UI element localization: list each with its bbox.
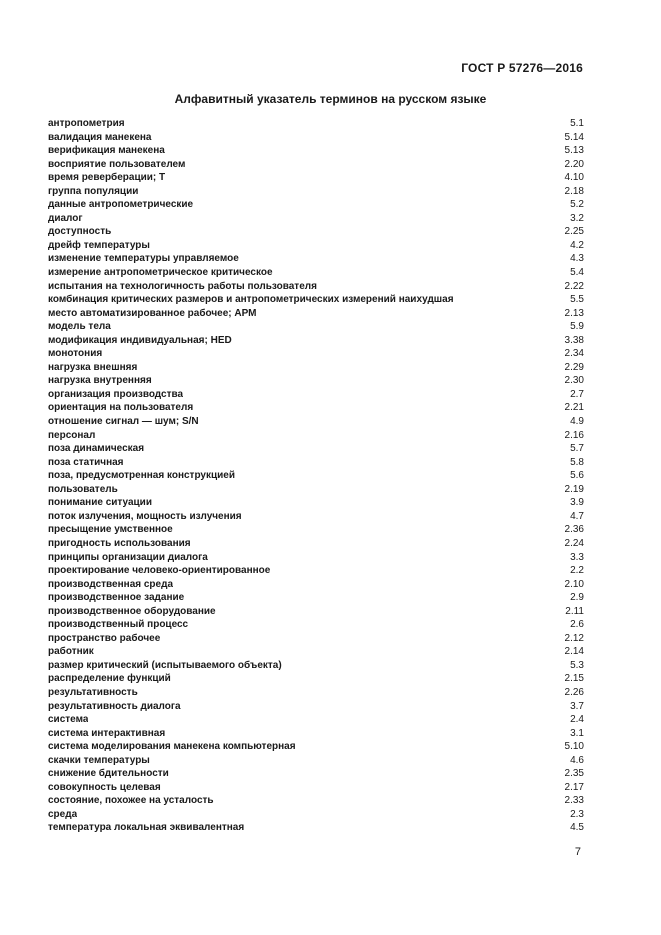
index-entry — [48, 117, 584, 131]
index-entry — [48, 523, 584, 537]
index-reference: 5.1 — [570, 118, 584, 129]
index-term: результативность — [48, 686, 138, 698]
index-term: дрейф температуры — [48, 239, 150, 251]
index-entry — [48, 320, 584, 334]
index-entry — [48, 686, 584, 700]
index-reference: 2.30 — [564, 375, 584, 387]
index-reference: 4.10 — [564, 172, 584, 184]
index-entry — [48, 442, 584, 456]
index-term: пресыщение умственное — [48, 524, 173, 536]
index-entry — [48, 198, 584, 212]
index-term: доступность — [48, 226, 112, 238]
index-entry — [48, 225, 584, 239]
index-entry — [48, 564, 584, 578]
index-term: комбинация критических размеров и антропометрических измерений наихудшая — [48, 294, 454, 306]
index-reference: 2.12 — [564, 632, 584, 644]
index-reference: 2.21 — [564, 402, 584, 414]
index-reference: 3.3 — [570, 551, 584, 563]
index-term: пользователь — [48, 483, 118, 495]
index-reference: 4.2 — [570, 239, 584, 251]
index-entry — [48, 401, 584, 415]
index-term: время реверберации; T — [48, 172, 166, 184]
index-reference: 2.33 — [564, 795, 584, 807]
index-entry — [48, 578, 584, 592]
index-entry — [48, 727, 584, 741]
index-term: производственный процесс — [48, 619, 189, 631]
index-entry — [48, 334, 584, 348]
index-reference: 4.6 — [570, 754, 584, 766]
index-term: диалог — [48, 212, 83, 224]
index-entry — [48, 144, 584, 158]
index-term: модификация индивидуальная; HED — [48, 334, 232, 346]
index-entry — [48, 672, 584, 686]
index-entry — [48, 280, 584, 294]
index-reference: 2.13 — [564, 307, 584, 319]
index-term: поза статичная — [48, 456, 124, 468]
index-entry — [48, 252, 584, 266]
index-term: место автоматизированное рабочее; АРМ — [48, 307, 257, 319]
index-reference: 5.10 — [564, 741, 584, 753]
index-reference: 2.34 — [564, 348, 584, 360]
index-entry — [48, 171, 584, 185]
index-entry — [48, 632, 584, 646]
index-entry — [48, 713, 584, 727]
index-entry — [48, 767, 584, 781]
index-reference: 3.7 — [570, 700, 584, 712]
index-entry — [48, 659, 584, 673]
index-term: поза, предусмотренная конструкцией — [48, 470, 236, 482]
index-term: совокупность целевая — [48, 781, 161, 793]
index-term: скачки температуры — [48, 754, 150, 766]
index-term: организация производства — [48, 388, 184, 400]
index-term: система моделирования манекена компьютерная — [48, 741, 296, 753]
index-reference: 2.17 — [564, 781, 584, 793]
index-term: система — [48, 714, 89, 726]
index-entry — [48, 605, 584, 619]
index-entry — [48, 551, 584, 565]
index-term: монотония — [48, 348, 103, 360]
index-term: производственное оборудование — [48, 605, 216, 617]
index-reference: 2.10 — [564, 578, 584, 590]
index-term: модель тела — [48, 321, 111, 333]
index-term: верификация манекена — [48, 145, 165, 157]
index-reference: 2.14 — [564, 646, 584, 658]
page-number: 7 — [574, 846, 581, 858]
index-reference: 4.5 — [570, 822, 584, 834]
index-reference: 3.38 — [564, 334, 584, 346]
index-reference: 5.6 — [570, 470, 584, 482]
index-entry — [48, 469, 584, 483]
index-reference: 2.36 — [564, 524, 584, 536]
index-reference: 2.35 — [564, 768, 584, 780]
index-term: поток излучения, мощность излучения — [48, 510, 242, 522]
index-entry — [48, 510, 584, 524]
index-entry — [48, 591, 584, 605]
index-term: отношение сигнал — шум; S/N — [48, 416, 199, 428]
index-term: понимание ситуации — [48, 497, 152, 509]
index-entry — [48, 754, 584, 768]
index-reference: 2.16 — [564, 429, 584, 441]
index-reference: 3.9 — [570, 497, 584, 509]
index-reference: 2.25 — [564, 226, 584, 238]
index-term: производственное задание — [48, 592, 185, 604]
index-entry — [48, 645, 584, 659]
index-reference: 2.20 — [564, 158, 584, 170]
index-reference: 2.4 — [570, 714, 584, 726]
index-reference: 5.2 — [570, 199, 584, 211]
index-entry — [48, 483, 584, 497]
index-reference: 4.3 — [570, 253, 584, 265]
index-reference: 2.19 — [564, 483, 584, 495]
index-term: система интерактивная — [48, 727, 166, 739]
index-reference: 3.2 — [570, 212, 584, 224]
index-entry — [48, 131, 584, 145]
index-entry — [48, 293, 584, 307]
index-entry — [48, 266, 584, 280]
index-reference: 2.29 — [564, 361, 584, 373]
index-term: проектирование человеко-ориентированное — [48, 565, 271, 577]
index-term: восприятие пользователем — [48, 158, 186, 170]
page-title: Алфавитный указатель терминов на русском языке — [174, 92, 487, 106]
index-term: поза динамическая — [48, 443, 145, 455]
index-entry — [48, 307, 584, 321]
index-term: работник — [48, 646, 94, 658]
index-reference: 2.6 — [570, 619, 584, 631]
index-term: принципы организации диалога — [48, 551, 208, 563]
index-reference: 2.15 — [564, 673, 584, 685]
index-entry — [48, 415, 584, 429]
index-entry — [48, 158, 584, 172]
index-entry — [48, 361, 584, 375]
index-term: размер критический (испытываемого объекта) — [48, 659, 282, 671]
index-reference: 5.13 — [564, 145, 584, 157]
index-reference: 2.7 — [570, 388, 584, 400]
index-term: нагрузка внешняя — [48, 361, 138, 373]
index-reference: 2.22 — [564, 280, 584, 292]
index-entry — [48, 781, 584, 795]
index-reference: 4.7 — [570, 510, 584, 522]
index-reference: 3.1 — [570, 727, 584, 739]
index-entry — [48, 618, 584, 632]
index-reference: 5.9 — [570, 321, 584, 333]
index-term: ориентация на пользователя — [48, 402, 194, 414]
index-term: нагрузка внутренняя — [48, 375, 152, 387]
index-term: группа популяции — [48, 185, 139, 197]
index-entry — [48, 496, 584, 510]
standard-code: ГОСТ Р 57276—2016 — [461, 61, 583, 75]
index-reference: 2.9 — [570, 592, 584, 604]
index-term: среда — [48, 808, 78, 820]
index-entry — [48, 821, 584, 835]
index-term: пространство рабочее — [48, 632, 161, 644]
index-term: изменение температуры управляемое — [48, 253, 239, 265]
index-reference: 4.9 — [570, 416, 584, 428]
index-entry — [48, 700, 584, 714]
index-entry — [48, 388, 584, 402]
index-reference: 5.4 — [570, 267, 584, 279]
index-term: результативность диалога — [48, 700, 181, 712]
index-term: данные антропометрические — [48, 199, 194, 211]
index-term: персонал — [48, 429, 96, 441]
index-reference: 2.24 — [564, 537, 584, 549]
index-reference: 2.2 — [570, 565, 584, 577]
index-reference: 5.14 — [564, 131, 584, 143]
index-term: измерение антропометрическое критическое — [48, 267, 273, 279]
index-term: состояние, похожее на усталость — [48, 795, 214, 807]
index-reference: 2.11 — [565, 605, 584, 617]
index-entry — [48, 374, 584, 388]
index-entry — [48, 429, 584, 443]
index-term: снижение бдительности — [48, 768, 169, 780]
index-term: испытания на технологичность работы пользователя — [48, 280, 317, 292]
index-entry — [48, 808, 584, 822]
index-term: распределение функций — [48, 673, 171, 685]
index-reference: 2.3 — [570, 808, 584, 820]
index-entry — [48, 794, 584, 808]
index-entry — [48, 456, 584, 470]
index-entry — [48, 347, 584, 361]
index-term: валидация манекена — [48, 131, 152, 143]
index-reference: 5.3 — [570, 659, 584, 671]
index-entry — [48, 185, 584, 199]
index-term: пригодность использования — [48, 537, 191, 549]
index-term: антропометрия — [48, 118, 125, 129]
index-reference: 5.5 — [570, 294, 584, 306]
index-entry — [48, 740, 584, 754]
index-reference: 2.26 — [564, 686, 584, 698]
index-term: температура локальная эквивалентная — [48, 822, 245, 834]
index-entry — [48, 537, 584, 551]
index-entry — [48, 239, 584, 253]
index-reference: 2.18 — [564, 185, 584, 197]
index-reference: 5.7 — [570, 443, 584, 455]
index-entry — [48, 212, 584, 226]
term-index-list — [48, 117, 584, 835]
index-reference: 5.8 — [570, 456, 584, 468]
index-term: производственная среда — [48, 578, 174, 590]
